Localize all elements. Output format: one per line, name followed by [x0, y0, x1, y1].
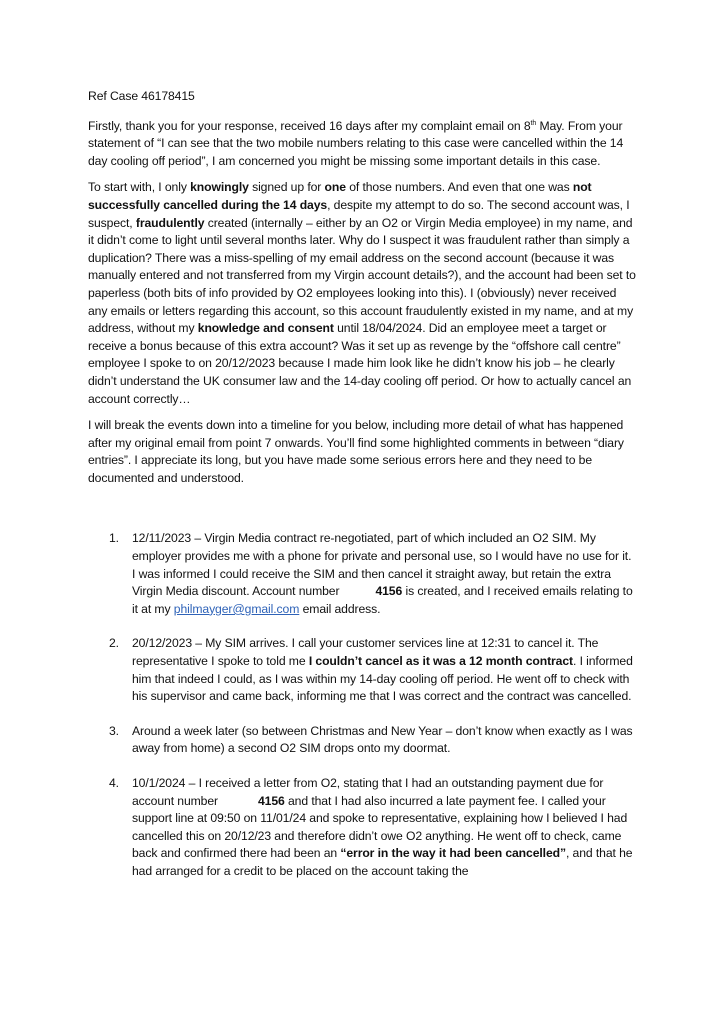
reference-line: Ref Case 46178415: [88, 89, 195, 103]
ordinal-superscript: th: [530, 119, 537, 127]
item-text: email address.: [299, 601, 381, 616]
timeline-list: [88, 530, 636, 880]
details-bold: knowledge and consent: [197, 321, 334, 336]
paragraph-timeline-intro: I will break the events down into a timeline for you below, including more detail of what has happened after my original email from point 7 onwards. You’ll find some highlighted comments in between “diary entries”. I appreciate its long, but you have made some serious errors here and they need to be documented and understood.: [88, 418, 624, 485]
item-text: and that I had also incurred a late payment fee. I called your support line at 09:50 on 11/01/24 and spoke to representative, explaining how I believed I had cancelled this on 20/12/23 and therefore didn’t owe O2 anything. He went off to check, came back and confirmed there had been an: [132, 793, 628, 861]
details-text: To start with, I only: [88, 180, 191, 195]
intro-text-a: Firstly, thank you for your response, received 16 days after my complaint email on 8: [88, 118, 531, 133]
item-text: is created, and I received emails relating to it at my: [132, 584, 633, 616]
details-bold: one: [324, 180, 346, 195]
item-text: 10/1/2024 – I received a letter from O2, stating that I had an outstanding payment due for account number: [132, 776, 604, 808]
item-text: 20/12/2023 – My SIM arrives. I call your customer services line at 12:31 to cancel it. The representative I spoke to told me: [132, 636, 599, 669]
item-bold: “error in the way it had been cancelled”: [340, 846, 566, 861]
spacer: [88, 496, 636, 530]
account-number: 4156: [375, 584, 403, 599]
details-text: signed up for: [248, 180, 325, 195]
details-text: of those numbers. And even that one was: [345, 180, 573, 195]
item-text: 12/11/2023 – Virgin Media contract re-negotiated, part of which included an O2 SIM. My employer provides me with a phone for private and personal use, so I would have no use for it. I was informed I could receive the SIM and then cancel it straight away, but retain the extra Virgin Media discount. Account number: [132, 531, 632, 599]
timeline-item: [88, 775, 636, 881]
letter-body: [88, 88, 636, 898]
timeline-item: [88, 723, 636, 758]
timeline-item: [88, 635, 636, 705]
item-number: 3.: [109, 723, 119, 738]
email-link[interactable]: philmayger@gmail.com: [173, 601, 300, 616]
details-bold: knowingly: [190, 180, 249, 195]
paragraph-details: [88, 179, 636, 408]
intro-text-b: May. From your statement of “I can see that the two mobile numbers relating to this case were cancelled within the 14 day cooling off period”, I am concerned you might be missing some important details in this case.: [88, 118, 624, 168]
details-text: until 18/04/2024. Did an employee meet a target or receive a bonus because of this extra account? Was it set up as revenge by the “offshore call centre” employee I spoke to on 20/12/2023 because I made him look like he didn’t know his job – he clearly didn’t understand the UK consumer law and the 14-day cooling off period. Or how to actually cancel an account correctly…: [88, 321, 632, 406]
item-bold: I couldn’t cancel as it was a 12 month contract: [308, 654, 573, 669]
item-text: . I informed him that indeed I could, as I was within my 14-day cooling off period. He went off to check with his supervisor and came back, informing me that I was correct and the contract was cancelled.: [132, 654, 633, 704]
account-number: 4156: [258, 793, 285, 808]
item-text: Around a week later (so between Christmas and New Year – don’t know when exactly as I was away from home) a second O2 SIM drops onto my doormat.: [132, 723, 633, 756]
details-bold: not successfully cancelled during the 14 days: [88, 180, 592, 212]
paragraph-intro: [88, 118, 636, 171]
details-bold: fraudulently: [135, 215, 205, 230]
item-number: 1.: [109, 531, 119, 546]
timeline-item: [88, 530, 636, 618]
item-number: 4.: [109, 776, 119, 790]
details-text: , despite my attempt to do so. The second account was, I suspect,: [88, 197, 630, 230]
item-text: , and that he had arranged for a credit to be placed on the account taking the: [132, 846, 633, 878]
details-text: created (internally – either by an O2 or Virgin Media employee) in my name, and it didn’t come to light until several months later. Why do I suspect it was fraudulent rather than simply a duplication? There was a miss-spelling of my email address on the second account (because it was manually entered and not transferred from my Virgin account details?), and the account had been set to paperless (both bits of info provided by O2 employees looking into this). I (obviously) never received any emails or letters regarding this account, so this account fraudulently existed in my name, and at my address, without my: [88, 215, 636, 336]
item-number: 2.: [109, 636, 119, 651]
